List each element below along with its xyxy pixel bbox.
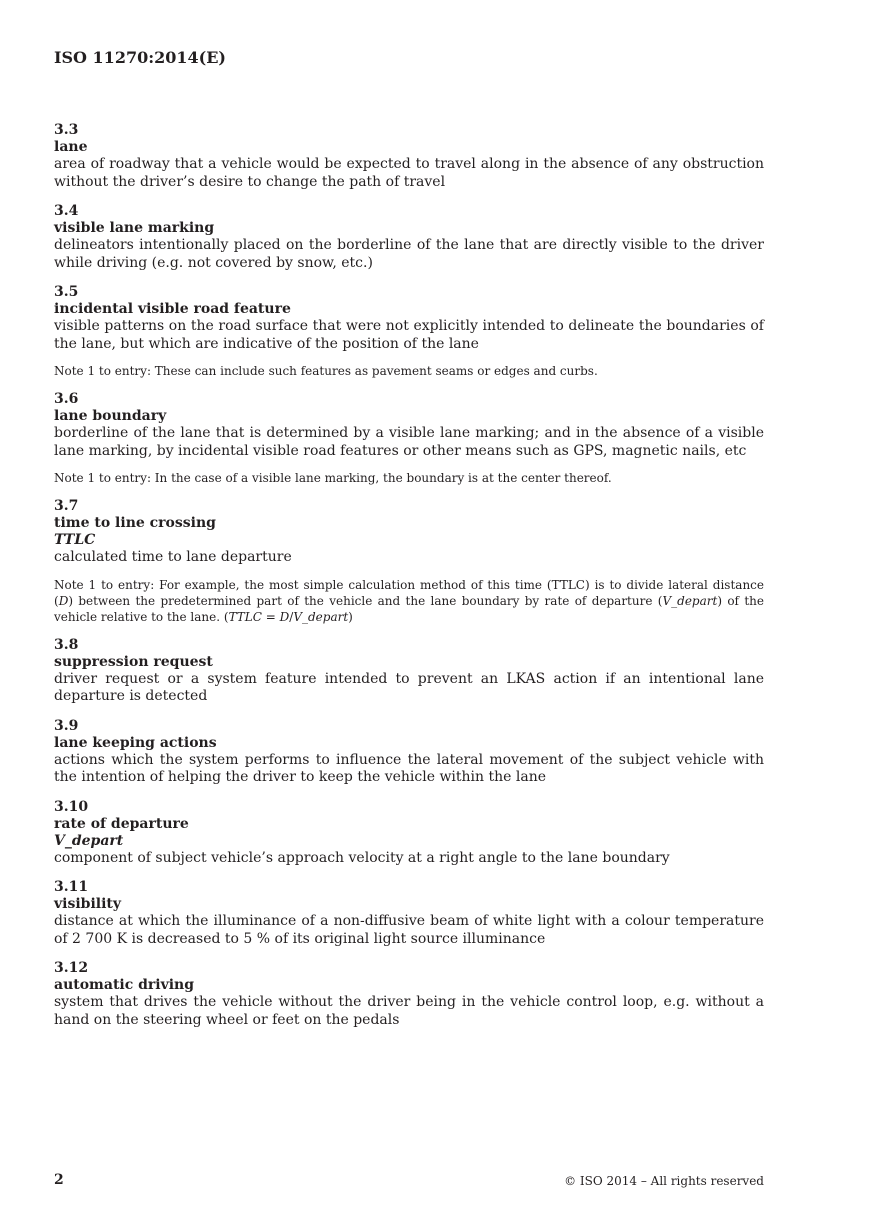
note-symbol: TTLC [228,609,262,624]
entry-note: Note 1 to entry: In the case of a visible lane marking, the boundary is at the center thereof. [54,471,612,485]
entry-note: Note 1 to entry: These can include such features as pavement seams or edges and curbs. [54,364,598,378]
note-symbol: D [58,593,69,608]
note-text: = [261,609,280,624]
document-header: ISO 11270:2014(E) [54,48,226,67]
entry-abbreviation: V_depart [54,832,124,849]
note-text: ) [348,609,353,624]
note-symbol: D [279,609,290,624]
term-entry-3-8 [54,637,764,706]
entry-definition: delineators intentionally placed on the borderline of the lane that are directly visible to the driver while driving (e.g. not covered by snow, etc.) [54,237,764,271]
entry-term: lane [54,139,88,155]
entry-number: 3.7 [54,498,79,514]
entry-term: visible lane marking [54,220,215,236]
entry-definition: driver request or a system feature intended to prevent an LKAS action if an intentional lane departure is detected [54,670,764,704]
entry-number: 3.10 [54,798,89,815]
term-entry-3-10 [54,799,764,868]
note-symbol: V_depart [662,593,718,608]
term-entry-3-4 [54,203,764,272]
entry-term: lane boundary [54,408,167,424]
entry-note [54,577,764,625]
entry-term: time to line crossing [54,515,216,531]
entry-term: visibility [54,896,121,912]
term-entry-3-5 [54,284,764,379]
entry-definition: visible patterns on the road surface that were not explicitly intended to delineate the boundaries of the lane, but which are indicative of the position of the lane [54,318,764,352]
entry-definition: distance at which the illuminance of a non-diffusive beam of white light with a colour temperature of 2 700 K is decreased to 5 % of its original light source illuminance [54,913,764,947]
entry-number: 3.4 [54,203,79,219]
entry-abbreviation: TTLC [54,532,96,548]
term-entry-3-3 [54,122,764,191]
entry-definition: component of subject vehicle’s approach velocity at a right angle to the lane boundary [54,849,670,866]
entry-definition: area of roadway that a vehicle would be expected to travel along in the absence of any obstruction without the driver’s desire to change the path of travel [54,156,764,190]
term-entry-3-6 [54,391,764,486]
term-entry-3-9 [54,718,764,787]
entry-term: rate of departure [54,815,189,832]
entry-number: 3.3 [54,122,79,138]
entry-term: lane keeping actions [54,734,217,751]
term-entry-3-11 [54,879,764,948]
entry-term: suppression request [54,653,213,670]
entry-number: 3.6 [54,391,79,407]
page-number: 2 [54,1172,64,1188]
entry-definition: actions which the system performs to influence the lateral movement of the subject vehicle with the intention of helping the driver to keep the vehicle within the lane [54,751,764,785]
entry-term: incidental visible road feature [54,301,291,317]
term-entry-3-12 [54,960,764,1029]
entry-number: 3.8 [54,636,79,653]
entry-definition: system that drives the vehicle without the driver being in the vehicle control loop, e.g. without a hand on the steering wheel or feet on the pedals [54,994,764,1028]
note-symbol: V_depart [293,609,349,624]
note-text: Note 1 to entry: For example, the most simple calculation method of this time (TTLC) is to divide lateral distance ( [54,577,764,608]
note-text: ) of the vehicle relative to the lane. ( [54,593,764,624]
entry-term: automatic driving [54,977,195,993]
terms-list [54,122,764,1041]
note-text: / [289,609,294,624]
entry-number: 3.5 [54,284,79,300]
copyright-notice: © ISO 2014 – All rights reserved [564,1174,764,1188]
entry-number: 3.9 [54,717,79,734]
entry-number: 3.11 [54,879,89,895]
entry-definition: borderline of the lane that is determined by a visible lane marking; and in the absence of a visible lane marking, by incidental visible road features or other means such as GPS, magnetic nails, etc [54,425,764,459]
note-text: ) between the predetermined part of the vehicle and the lane boundary by rate of departure ( [68,593,663,608]
term-entry-3-7 [54,498,764,625]
entry-number: 3.12 [54,960,89,976]
entry-definition: calculated time to lane departure [54,549,292,565]
